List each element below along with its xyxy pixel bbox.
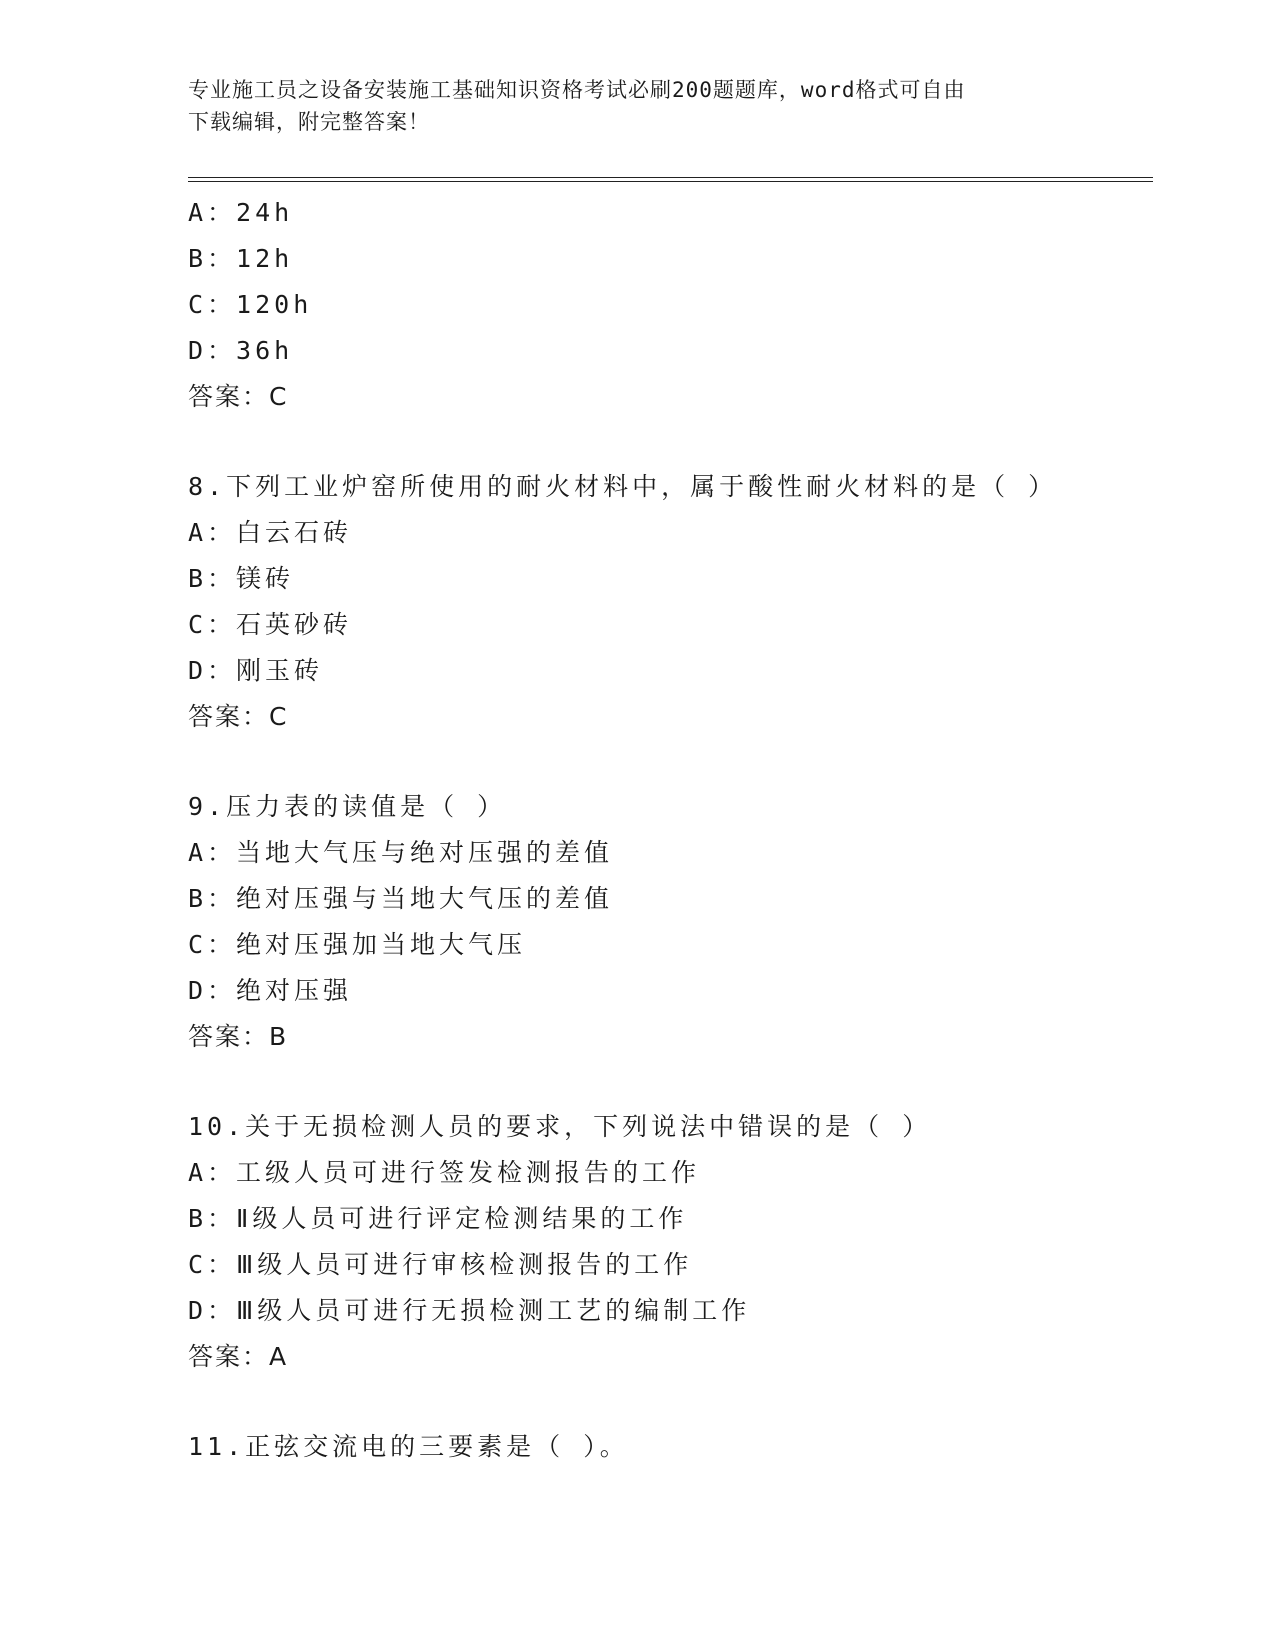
question-block-7 xyxy=(188,190,1148,420)
answer-line: 答案：C xyxy=(188,382,289,411)
header-divider-top xyxy=(188,177,1153,178)
question-text: 9.压力表的读值是（ ） xyxy=(188,792,507,821)
option-d: D：刚玉砖 xyxy=(188,656,324,685)
question-list xyxy=(188,190,1148,1470)
option-b: B：镁砖 xyxy=(188,564,295,593)
option-d: D：绝对压强 xyxy=(188,976,353,1005)
question-block-11 xyxy=(188,1424,1148,1470)
option-a: A：当地大气压与绝对压强的差值 xyxy=(188,838,614,867)
document-header xyxy=(188,74,1088,138)
option-a: A：白云石砖 xyxy=(188,518,353,547)
answer-line: 答案：A xyxy=(188,1342,289,1371)
option-b: B：绝对压强与当地大气压的差值 xyxy=(188,884,614,913)
question-block-8 xyxy=(188,464,1148,740)
option-a: A：工级人员可进行签发检测报告的工作 xyxy=(188,1158,701,1187)
option-d: D：Ⅲ级人员可进行无损检测工艺的编制工作 xyxy=(188,1296,751,1325)
answer-line: 答案：B xyxy=(188,1022,289,1051)
header-line-2: 下载编辑，附完整答案！ xyxy=(188,110,430,134)
option-c: C：石英砂砖 xyxy=(188,610,353,639)
answer-line: 答案：C xyxy=(188,702,289,731)
header-divider-bottom xyxy=(188,181,1153,182)
option-c: C：120h xyxy=(188,290,313,319)
question-text: 10.关于无损检测人员的要求，下列说法中错误的是（ ） xyxy=(188,1112,932,1141)
option-b: B：12h xyxy=(188,244,294,273)
option-a: A：24h xyxy=(188,198,294,227)
option-d: D：36h xyxy=(188,336,294,365)
option-c: C：Ⅲ级人员可进行审核检测报告的工作 xyxy=(188,1250,693,1279)
header-line-1: 专业施工员之设备安装施工基础知识资格考试必刷200题题库，word格式可自由 xyxy=(188,78,966,102)
question-block-10 xyxy=(188,1104,1148,1380)
question-text: 8.下列工业炉窑所使用的耐火材料中，属于酸性耐火材料的是（ ） xyxy=(188,472,1058,501)
option-b: B：Ⅱ级人员可进行评定检测结果的工作 xyxy=(188,1204,688,1233)
question-text: 11.正弦交流电的三要素是（ ）。 xyxy=(188,1432,629,1461)
question-block-9 xyxy=(188,784,1148,1060)
option-c: C：绝对压强加当地大气压 xyxy=(188,930,527,959)
